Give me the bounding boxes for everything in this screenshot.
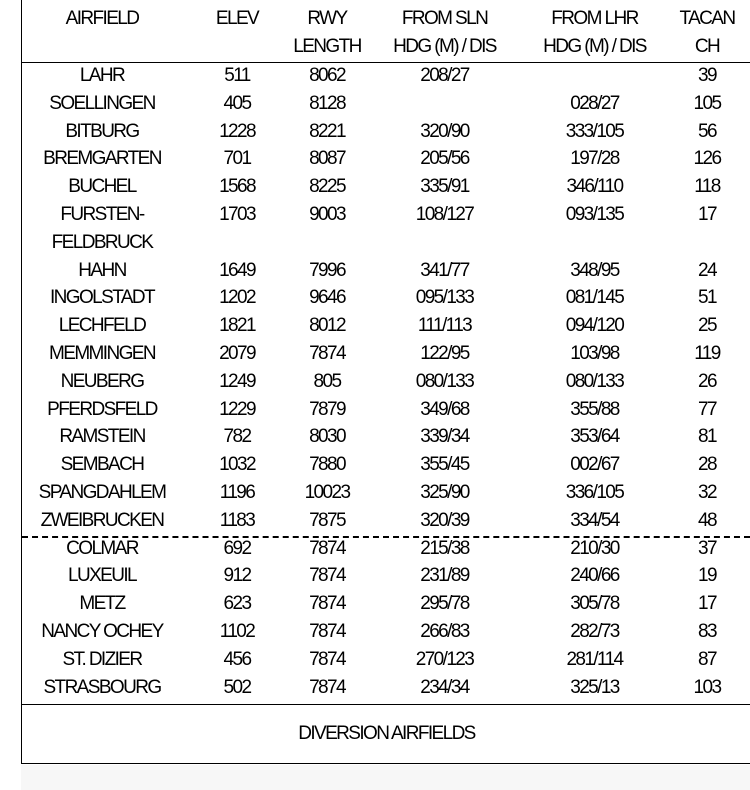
table-row: [22, 173, 750, 201]
from-sln-cell: 325/90: [420, 482, 469, 503]
tacan-cell: 105: [693, 92, 721, 114]
from-lhr-cell: 336/105: [565, 482, 624, 503]
table-row: [22, 90, 750, 118]
header-airfield: AIRFIELD: [65, 8, 139, 29]
elev-cell: 456: [223, 648, 251, 670]
tacan-cell: 83: [698, 621, 716, 642]
table-row: [22, 396, 750, 424]
tacan-cell: 126: [693, 148, 721, 170]
tacan-cell: 81: [698, 426, 716, 448]
rwy-length-cell: 9003: [309, 204, 345, 225]
table-row: [22, 507, 750, 535]
header-from-lhr: FROM LHR: [551, 8, 638, 29]
table-row: [22, 62, 750, 90]
from-lhr-cell: 305/78: [570, 593, 619, 615]
airfield-cell: BUCHEL: [68, 176, 136, 198]
table-row: [22, 618, 750, 646]
elev-cell: 1249: [219, 370, 255, 392]
rwy-length-cell: 8087: [309, 148, 345, 170]
from-sln-cell: 349/68: [420, 398, 469, 420]
elev-cell: 701: [223, 148, 251, 170]
from-lhr-cell: 093/135: [565, 204, 624, 225]
from-sln-cell: 270/123: [415, 648, 474, 670]
from-sln-cell: 122/95: [420, 343, 469, 364]
airfield-cell: HAHN: [78, 259, 126, 281]
tacan-cell: 28: [698, 454, 716, 476]
elev-cell: 1229: [219, 398, 255, 420]
rwy-length-cell: 7879: [309, 398, 345, 420]
airfield-cell: SOELLINGEN: [49, 92, 155, 114]
rwy-length-cell: 8062: [309, 65, 345, 86]
from-sln-cell: 320/90: [420, 120, 469, 142]
elev-cell: 511: [224, 65, 250, 86]
airfield-cell: PFERDSFELD: [47, 398, 157, 420]
from-lhr-cell: 210/30: [570, 537, 619, 559]
from-lhr-cell: 333/105: [565, 120, 624, 142]
header-elev: ELEV: [215, 8, 259, 29]
tacan-cell: 103: [693, 676, 721, 698]
header-rwy: RWY: [307, 8, 347, 29]
table-row: [22, 312, 750, 340]
from-lhr-cell: 325/13: [570, 676, 619, 698]
rwy-length-cell: 805: [313, 370, 341, 392]
elev-cell: 405: [223, 92, 251, 114]
table-row: [22, 340, 750, 368]
from-sln-cell: 339/34: [420, 426, 469, 448]
tacan-cell: 48: [698, 509, 716, 531]
from-sln-cell: 080/133: [415, 370, 474, 392]
airfield-cell: BITBURG: [65, 120, 139, 142]
from-lhr-cell: 197/28: [570, 148, 619, 170]
elev-cell: 1649: [219, 259, 255, 281]
rwy-length-cell: 8012: [309, 315, 345, 337]
from-lhr-cell: 081/145: [565, 287, 624, 309]
tacan-cell: 119: [694, 343, 720, 364]
from-sln-cell: 215/38: [420, 537, 469, 559]
airfield-cell: BREMGARTEN: [43, 148, 161, 170]
table-row: [22, 368, 750, 396]
airfield-cell: INGOLSTADT: [50, 287, 154, 309]
rwy-length-cell: 8030: [309, 426, 345, 448]
table-row: [22, 201, 750, 229]
tacan-cell: 87: [698, 648, 716, 670]
from-sln-cell: 205/56: [420, 148, 469, 170]
from-sln-cell: 095/133: [415, 287, 474, 309]
table-row: [22, 118, 750, 146]
rwy-length-cell: 7874: [309, 343, 345, 364]
airfield-cell: SEMBACH: [60, 454, 144, 476]
from-sln-cell: 320/39: [420, 509, 469, 531]
header-from-sln: FROM SLN: [401, 8, 488, 29]
tacan-cell: 17: [698, 593, 716, 615]
rwy-length-cell: 7874: [309, 565, 345, 587]
table-row: [22, 590, 750, 618]
elev-cell: 1102: [219, 621, 255, 642]
from-sln-cell: 295/78: [420, 593, 469, 615]
from-lhr-cell: 103/98: [570, 343, 619, 364]
elev-cell: 782: [223, 426, 251, 448]
tacan-cell: 19: [698, 565, 716, 587]
tacan-cell: 77: [698, 398, 716, 420]
table-row: [22, 674, 750, 702]
from-lhr-cell: 346/110: [566, 176, 623, 198]
airfield-cell: LAHR: [79, 65, 125, 86]
rwy-length-cell: 8225: [309, 176, 345, 198]
tacan-cell: 32: [698, 482, 716, 503]
airfield-cell: MEMMINGEN: [49, 343, 155, 364]
rwy-length-cell: 7874: [309, 621, 345, 642]
elev-cell: 1228: [219, 120, 255, 142]
rwy-length-cell: 10023: [304, 482, 350, 503]
elev-cell: 1196: [219, 482, 255, 503]
from-lhr-cell: 355/88: [570, 398, 619, 420]
from-lhr-cell: 348/95: [570, 259, 619, 281]
from-lhr-cell: 080/133: [565, 370, 624, 392]
rwy-length-cell: 7874: [309, 537, 345, 559]
tacan-cell: 25: [698, 315, 716, 337]
rwy-length-cell: 7996: [309, 259, 345, 281]
table-row: [22, 423, 750, 451]
rwy-length-cell: 7874: [309, 593, 345, 615]
rwy-length-cell: 7874: [309, 676, 345, 698]
elev-cell: 2079: [219, 343, 255, 364]
rwy-length-cell: 9646: [309, 287, 345, 309]
header-lhr-hdg: HDG (M) / DIS: [543, 36, 646, 57]
airfield-cell: LECHFELD: [58, 315, 146, 337]
table-caption: DIVERSION AIRFIELDS: [22, 704, 750, 764]
table-row: [22, 145, 750, 173]
elev-cell: 623: [223, 593, 251, 615]
from-sln-cell: 108/127: [415, 204, 474, 225]
elev-cell: 1568: [219, 176, 255, 198]
rwy-length-cell: 7880: [309, 454, 345, 476]
header-length: LENGTH: [293, 36, 361, 57]
from-sln-cell: 111/113: [417, 315, 472, 337]
airfield-cell: COLMAR: [66, 537, 138, 559]
header-tacan: TACAN: [679, 8, 735, 29]
airfield-cell: ZWEIBRUCKEN: [40, 509, 164, 531]
airfield-cell: FURSTEN-: [60, 204, 144, 225]
airfield-cell: FELDBRUCK: [51, 231, 153, 253]
from-sln-cell: 335/91: [420, 176, 469, 198]
airfield-cell: NANCY OCHEY: [41, 621, 163, 642]
from-sln-cell: 355/45: [420, 454, 469, 476]
from-sln-cell: 208/27: [420, 65, 469, 86]
airfield-cell: ST. DIZIER: [62, 648, 142, 670]
header-ch: CH: [694, 36, 720, 57]
table-row: [22, 284, 750, 312]
tacan-cell: 118: [694, 176, 720, 198]
elev-cell: 1032: [219, 454, 255, 476]
elev-cell: 502: [223, 676, 251, 698]
rwy-length-cell: 8221: [309, 120, 345, 142]
from-sln-cell: 341/77: [420, 259, 469, 281]
from-lhr-cell: 240/66: [570, 565, 619, 587]
table-row: [22, 479, 750, 507]
tacan-cell: 26: [698, 370, 716, 392]
from-lhr-cell: 334/54: [570, 509, 619, 531]
elev-cell: 1821: [219, 315, 255, 337]
from-lhr-cell: 282/73: [570, 621, 619, 642]
tacan-cell: 24: [698, 259, 716, 281]
rwy-length-cell: 8128: [309, 92, 345, 114]
elev-cell: 1703: [219, 204, 255, 225]
tacan-cell: 37: [698, 537, 716, 559]
rwy-length-cell: 7874: [309, 648, 345, 670]
elev-cell: 692: [223, 537, 251, 559]
table-row: [22, 646, 750, 674]
tacan-cell: 51: [698, 287, 716, 309]
airfield-cell: NEUBERG: [60, 370, 144, 392]
elev-cell: 1202: [219, 287, 255, 309]
header-sln-hdg: HDG (M) / DIS: [393, 36, 496, 57]
tacan-cell: 39: [698, 65, 716, 86]
table-row: [22, 562, 750, 590]
elev-cell: 1183: [219, 509, 255, 531]
from-lhr-cell: 028/27: [570, 92, 619, 114]
from-sln-cell: 266/83: [420, 621, 469, 642]
airfield-cell: METZ: [79, 593, 125, 615]
bottom-band: [21, 765, 750, 790]
tacan-cell: 56: [698, 120, 716, 142]
table-row: [22, 229, 750, 257]
table-row: [22, 257, 750, 285]
diversion-table: [21, 0, 750, 764]
rwy-length-cell: 7875: [309, 509, 345, 531]
from-lhr-cell: 281/114: [566, 648, 623, 670]
from-lhr-cell: 002/67: [570, 454, 619, 476]
from-lhr-cell: 094/120: [565, 315, 624, 337]
airfield-cell: STRASBOURG: [43, 676, 161, 698]
from-lhr-cell: 353/64: [570, 426, 619, 448]
airfield-cell: SPANGDAHLEM: [38, 482, 166, 503]
tacan-cell: 17: [698, 204, 716, 225]
airfield-cell: RAMSTEIN: [59, 426, 145, 448]
from-sln-cell: 231/89: [420, 565, 469, 587]
table-row: [22, 535, 750, 563]
table-row: [22, 451, 750, 479]
elev-cell: 912: [223, 565, 251, 587]
from-sln-cell: 234/34: [420, 676, 469, 698]
airfield-cell: LUXEUIL: [67, 565, 136, 587]
